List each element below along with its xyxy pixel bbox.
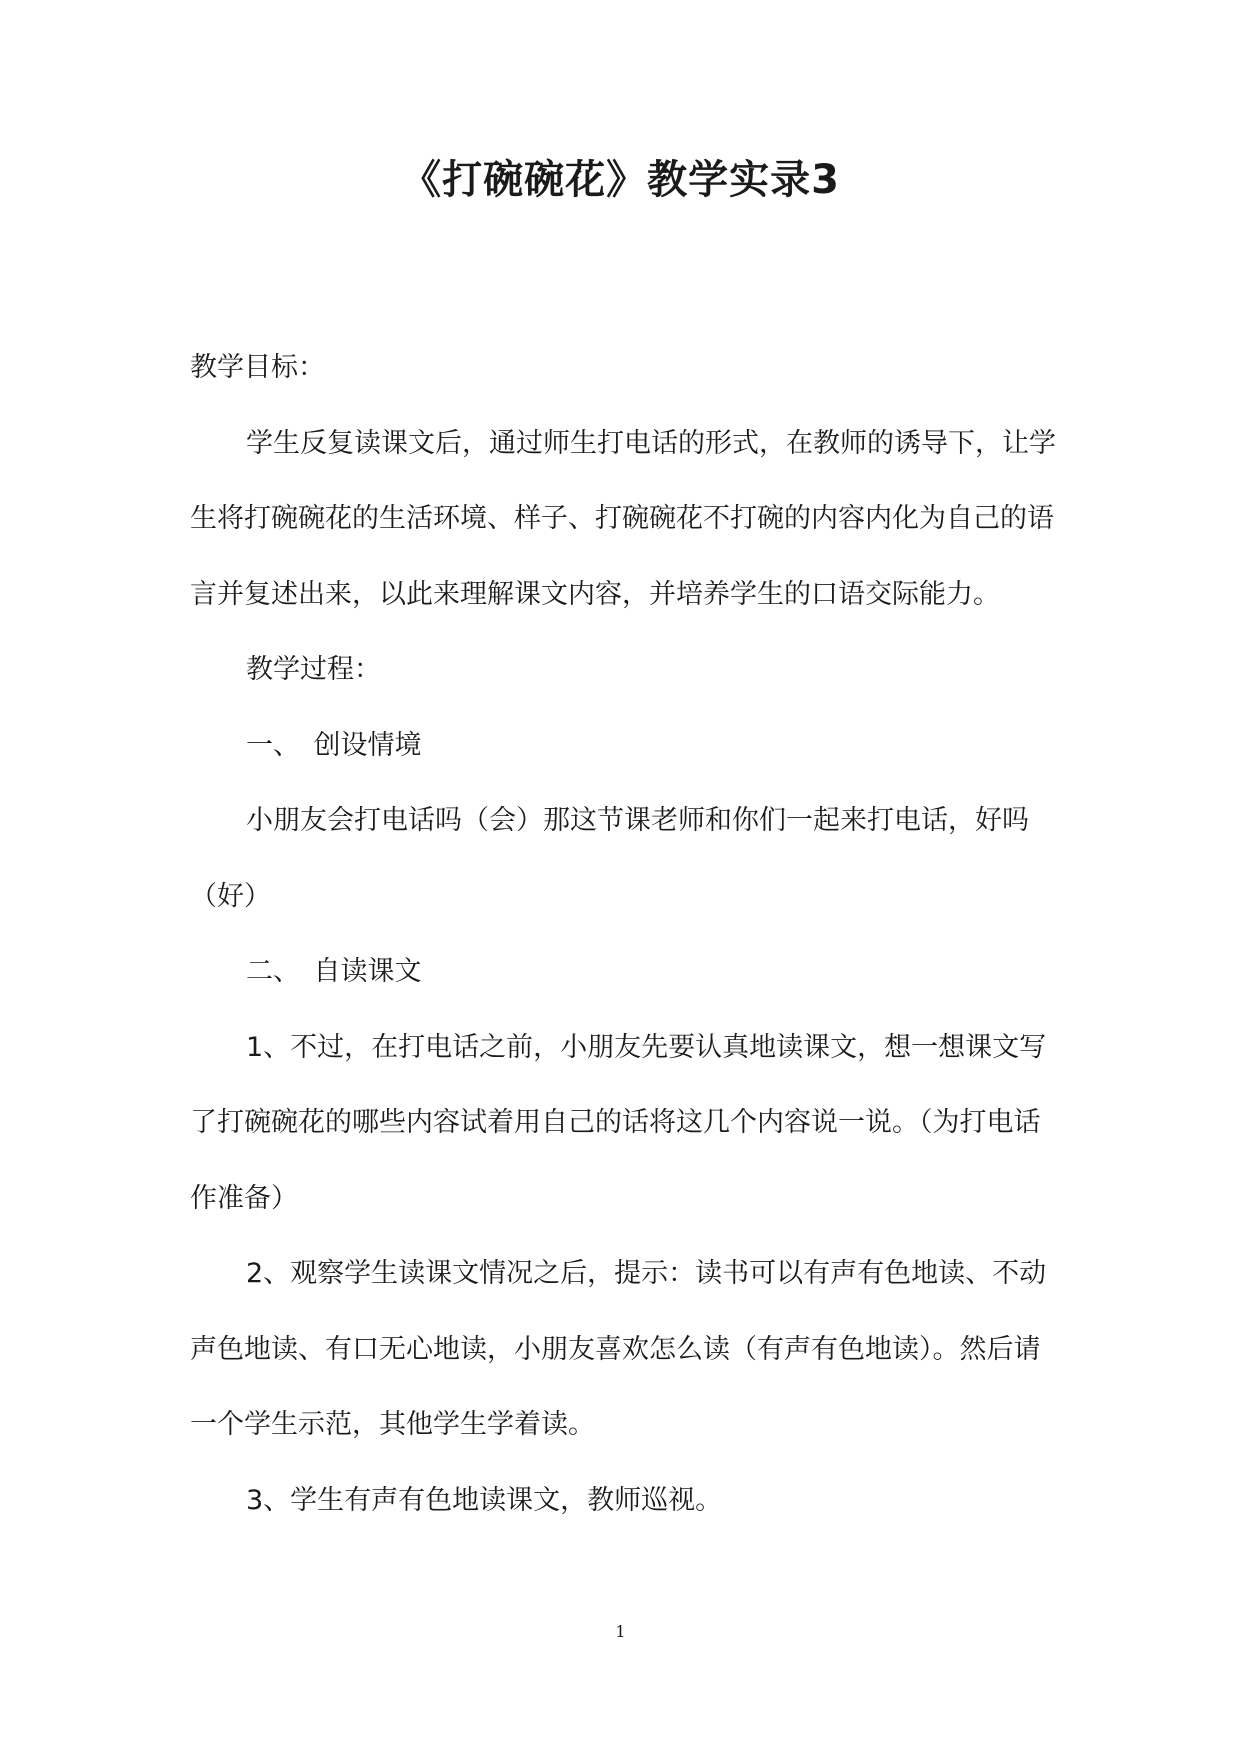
section-heading-process: 教学过程： (246, 654, 381, 685)
step-2-item-1: 1、不过，在打电话之前，小朋友先要认真地读课文，想一想课文写了打碗碗花的哪些内容试着用自己的话将这几个内容说一说。（为打电话作准备） (190, 1031, 1047, 1214)
objectives-paragraph: 学生反复读课文后，通过师生打电话的形式，在教师的诱导下，让学生将打碗碗花的生活环境、样子、打碗碗花不打碗的内容内化为自己的语言并复述出来，以此来理解课文内容，并培养学生的口语交际能力。 (190, 427, 1056, 610)
step-1-paragraph: 小朋友会打电话吗（会）那这节课老师和你们一起来打电话，好吗（好） (190, 805, 1029, 912)
document-title: 《打碗碗花》教学实录3 (401, 157, 840, 203)
step-heading-1: 一、 创设情境 (246, 729, 422, 761)
document-body (190, 330, 1060, 1538)
step-2-item-3: 3、学生有声有色地读课文，教师巡视。 (246, 1484, 723, 1516)
section-heading-objectives: 教学目标： (190, 352, 325, 383)
page-number: 1 (615, 1622, 626, 1641)
step-heading-2: 二、 自读课文 (246, 956, 422, 987)
step-2-item-2: 2、观察学生读课文情况之后，提示：读书可以有声有色地读、不动声色地读、有口无心地读，小朋友喜欢怎么读（有声有色地读）。然后请一个学生示范，其他学生学着读。 (190, 1258, 1047, 1440)
